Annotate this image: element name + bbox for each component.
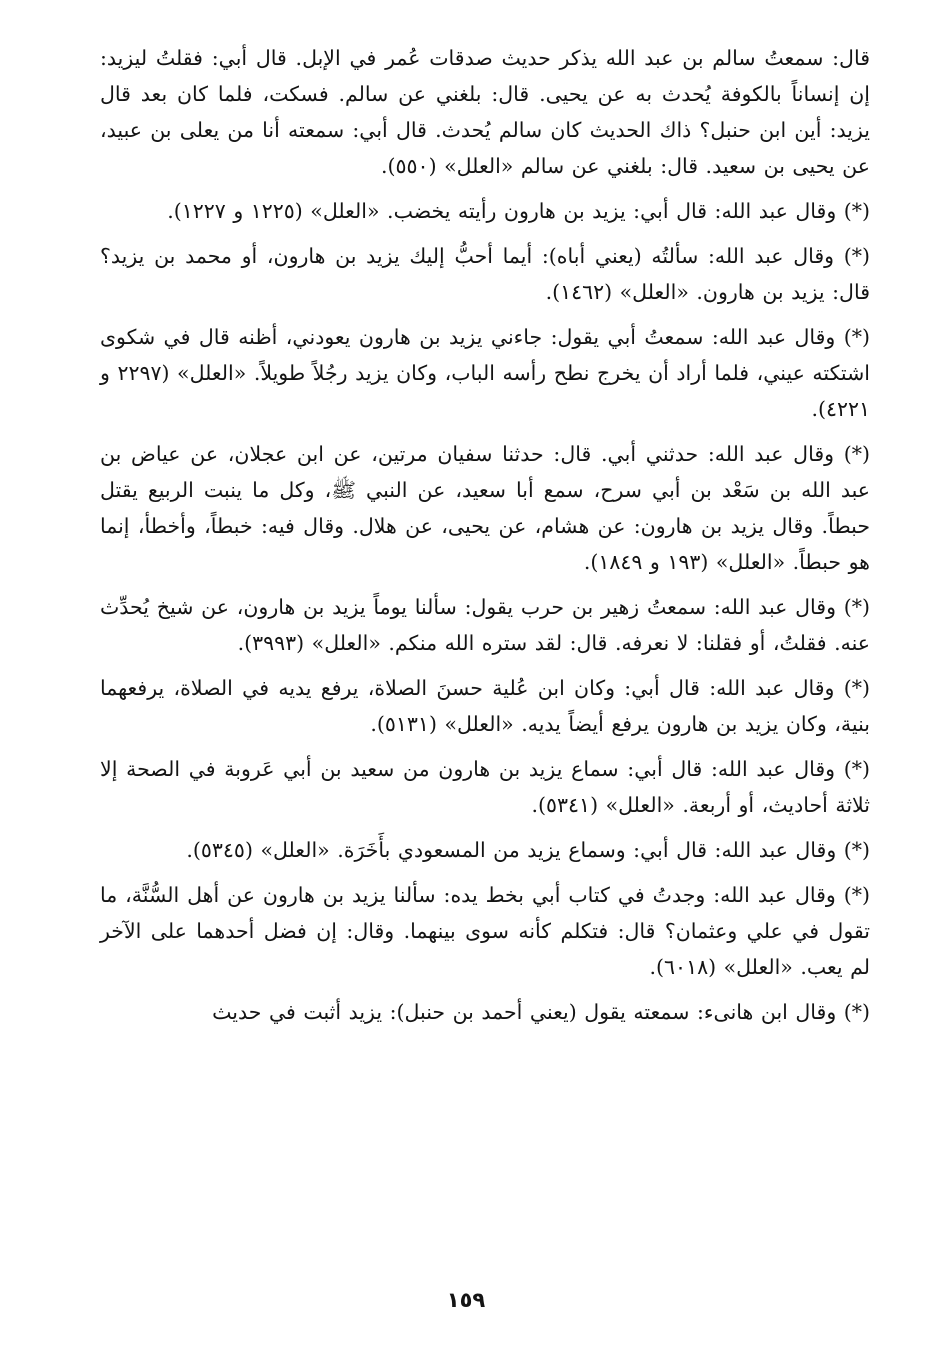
- paragraph-9: (*) وقال عبد الله: قال أبي: وسماع يزيد من المسعودي بأَخَرَة. «العلل» (٥٣٤٥).: [186, 838, 870, 862]
- paragraph-1: قال: سمعتُ سالم بن عبد الله يذكر حديث صدقات عُمر في الإبل. قال أبي: فقلتُ ليزيد: إن إنساناً بالكوفة يُحدث به عن يحيى. قال: بلغني عن سالم. فسكت، فلما كان بعد قال يزيد: أين ابن حنبل؟ ذاك الحديث كان سالم يُحدث. قال أبي: سمعته أنا من يعلى بن عبيد، عن يحيى بن سعيد. قال: بلغني عن سالم «العلل» (٥٥٠).: [100, 46, 870, 178]
- paragraph-8: (*) وقال عبد الله: قال أبي: سماع يزيد بن هارون من سعيد بن أبي عَروبة في الصحة إلا ثلاثة أحاديث، أو أربعة. «العلل» (٥٣٤١).: [100, 757, 870, 817]
- paragraph-2: (*) وقال عبد الله: قال أبي: يزيد بن هارون رأيته يخضب. «العلل» (١٢٢٥ و ١٢٢٧).: [167, 199, 870, 223]
- paragraph-11: (*) وقال ابن هانىء: سمعته يقول (يعني أحمد بن حنبل): يزيد أثبت في حديث: [212, 1000, 870, 1024]
- paragraph-4: (*) وقال عبد الله: سمعتُ أبي يقول: جاءني يزيد بن هارون يعودني، أظنه قال في شكوى اشتكته عيني، فلما أراد أن يخرج نطح رأسه الباب، وكان يزيد رجُلاً طويلاً. «العلل» (٢٢٩٧ و ٤٢٢١).: [100, 325, 870, 421]
- page-body: [100, 40, 870, 1310]
- paragraph-7: (*) وقال عبد الله: قال أبي: وكان ابن عُلية حسنَ الصلاة، يرفع يديه في الصلاة، يرفعهما بنية، وكان يزيد بن هارون يرفع أيضاً يديه. «العلل» (٥١٣١).: [100, 676, 870, 736]
- paragraph-5: (*) وقال عبد الله: حدثني أبي. قال: حدثنا سفيان مرتين، عن ابن عجلان، عن عياض بن عبد الله بن سَعْد بن أبي سرح، سمع أبا سعيد، عن النبي ﷺ، وكل ما ينبت الربيع يقتل حبطاً. وقال يزيد بن هارون: عن هشام، عن يحيى، عن هلال. وقال فيه: خبطاً، وأخطأ، إنما هو حبطاً. «العلل» (١٩٣ و ١٨٤٩).: [100, 442, 870, 574]
- paragraph-3: (*) وقال عبد الله: سألتُه (يعني أباه): أيما أحبُّ إليك يزيد بن هارون، أو محمد بن يزيد؟ قال: يزيد بن هارون. «العلل» (١٤٦٢).: [100, 244, 870, 304]
- paragraph-6: (*) وقال عبد الله: سمعتُ زهير بن حرب يقول: سألنا يوماً يزيد بن هارون، عن شيخ يُحدِّث عنه. فقلتُ، أو فقلنا: لا نعرفه. قال: لقد ستره الله منكم. «العلل» (٣٩٩٣).: [100, 595, 870, 655]
- paragraph-10: (*) وقال عبد الله: وجدتُ في كتاب أبي بخط يده: سألنا يزيد بن هارون عن أهل السُّنَّة، ما تقول في علي وعثمان؟ قال: فتكلم كأنه سوى بينهما. وقال: إن فضل أحدهما على الآخر لم يعب. «العلل» (٦٠١٨).: [100, 883, 870, 979]
- page-number: ١٥٩: [446, 1288, 486, 1312]
